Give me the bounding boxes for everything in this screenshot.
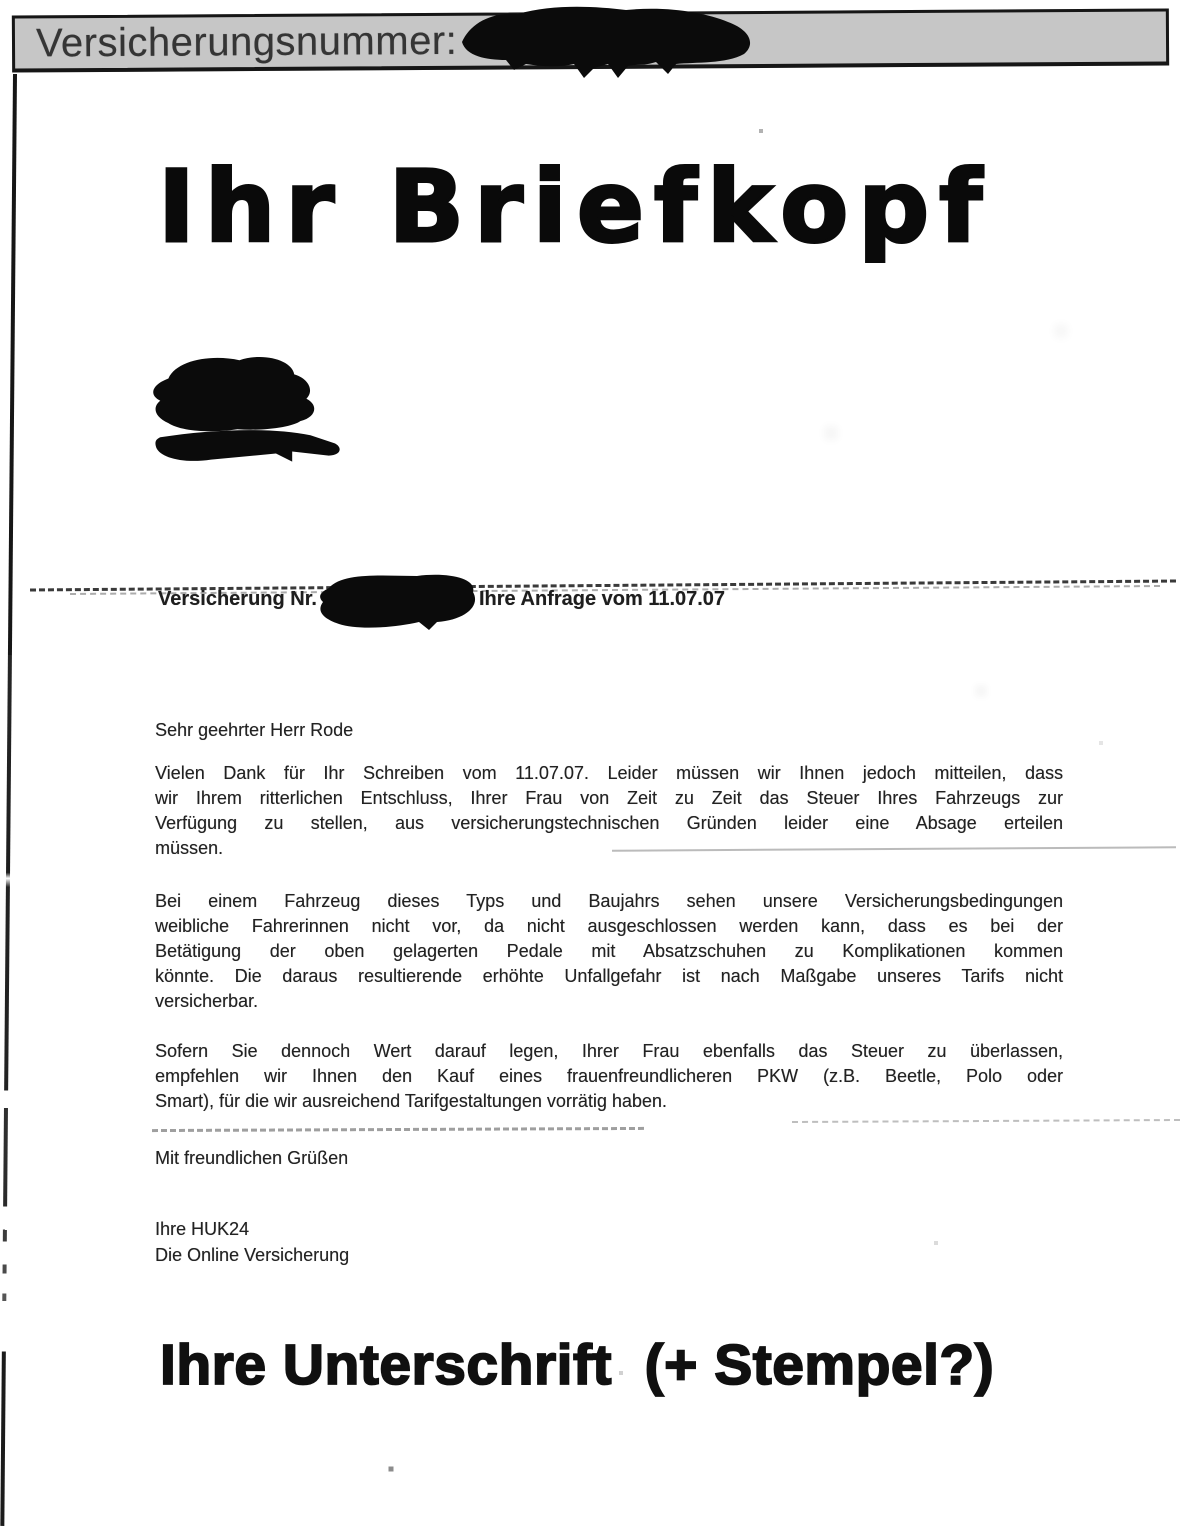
paragraph-line: Verfügung zu stellen, aus versicherungstechnischen Gründen leider eine Absage erteilen [155,813,1063,833]
paragraph-line: versicherbar. [155,991,259,1011]
letterhead-placeholder-title: Ihr Briefkopf [158,150,993,265]
redaction-policy-number [312,566,484,638]
insurance-number-bar [12,8,1169,72]
paragraph-line: Betätigung der oben gelagerten Pedale mit Absatzschuhen zu Komplikationen kommen [155,941,1063,961]
paragraph-line: Sofern Sie dennoch Wert darauf legen, Ihrer Frau ebenfalls das Steuer zu überlassen, [155,1041,1063,1061]
policy-number-label: Versicherung Nr. [158,588,317,610]
scan-artifact-dashes-right [792,1119,1180,1123]
company-signature-name: Ihre HUK24 [155,1219,250,1239]
company-signature-tagline: Die Online Versicherung [155,1245,350,1265]
paragraph-line: müssen. [155,838,224,858]
paragraph-line: wir Ihrem ritterlichen Entschluss, Ihrer Frau von Zeit zu Zeit das Steuer Ihres Fahrzeugs zur [155,788,1063,808]
inquiry-date-text: Ihre Anfrage vom 11.07.07 [479,588,726,610]
paragraph-line: empfehlen wir Ihnen den Kauf eines frauenfreundlicheren PKW (z.B. Beetle, Polo oder [155,1066,1063,1086]
paragraph-line: könnte. Die daraus resultierende erhöhte Unfallgefahr ist nach Maßgabe unseres Tarifs nicht [155,966,1063,986]
company-signature [155,1216,1063,1268]
signature-placeholder-title: Ihre Unterschrift (+ Stempel?) [160,1333,995,1397]
paragraph-line: Smart), für die wir ausreichend Tarifgestaltungen vorrätig haben. [155,1091,667,1111]
paragraph-line: weibliche Fahrerinnen nicht vor, da nicht ausgeschlossen werden kann, dass es bei der [155,916,1063,936]
salutation-text: Sehr geehrter Herr Rode [155,720,354,740]
letter-paragraph-2 [155,889,1063,1014]
redaction-address-block [140,350,348,482]
letter-paragraph-3 [155,1039,1063,1114]
paragraph-line: Vielen Dank für Ihr Schreiben vom 11.07.07. Leider müssen wir Ihnen jedoch mitteilen, dass [155,763,1063,783]
scan-artifact-dashes-left [152,1127,644,1132]
paragraph-line: Bei einem Fahrzeug dieses Typs und Baujahrs sehen unsere Versicherungsbedingungen [155,891,1063,911]
closing-text: Mit freundlichen Grüßen [155,1148,349,1168]
letter-paragraph-1 [155,761,1063,861]
insurance-number-label: Versicherungsnummer: [35,18,458,65]
scan-artifact-left-line [0,74,17,1526]
scan-speckles [0,0,2,2]
